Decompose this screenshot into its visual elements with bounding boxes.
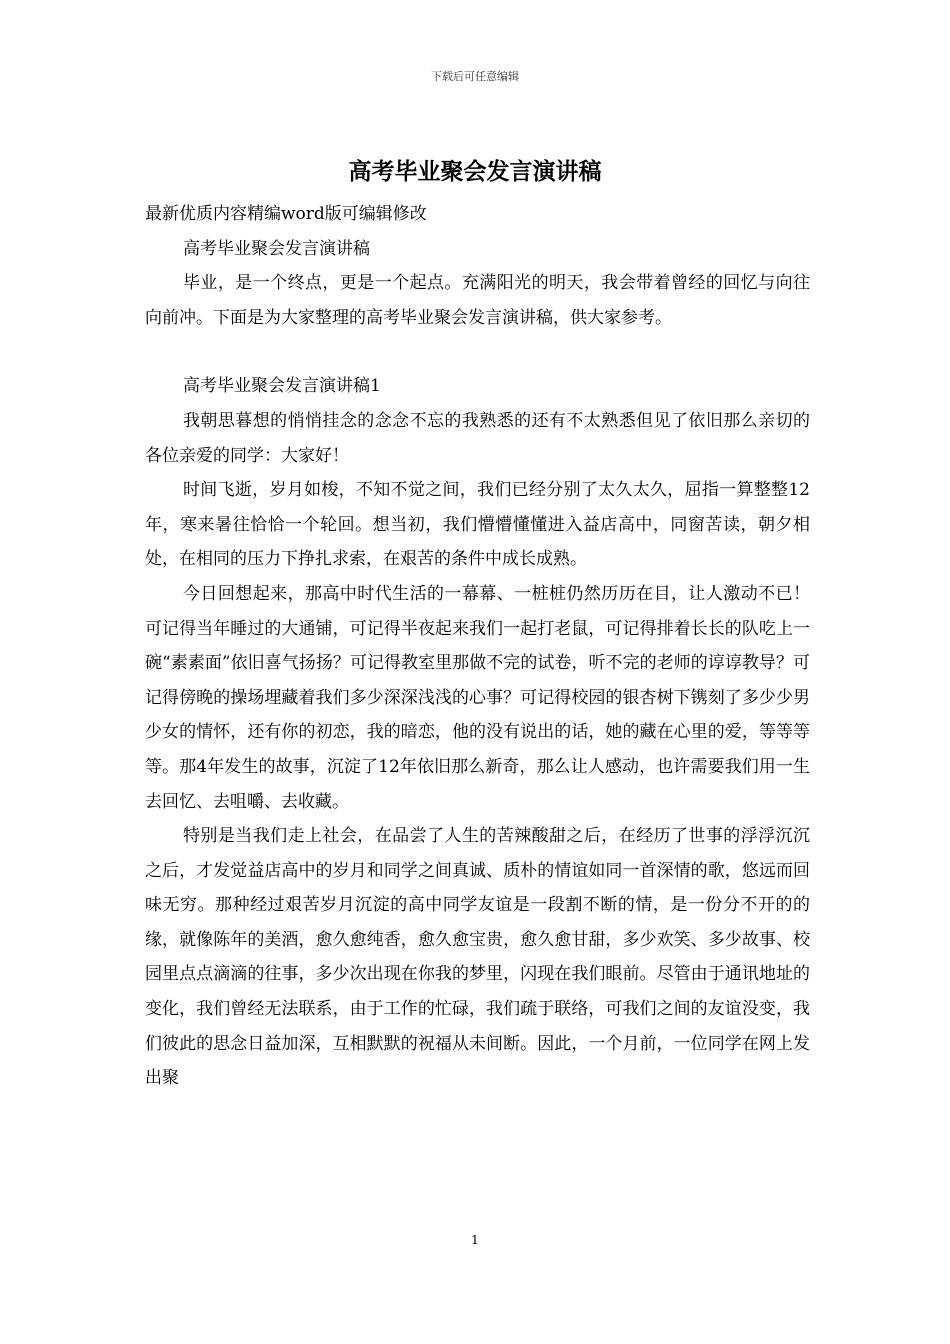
paragraph-intro: 毕业，是一个终点，更是一个起点。充满阳光的明天，我会带着曾经的回忆与向往向前冲。下面是为大家整理的高考毕业聚会发言演讲稿，供大家参考。: [145, 273, 810, 328]
section-heading: 高考毕业聚会发言演讲稿1: [183, 376, 381, 397]
page-number: 1: [471, 1233, 479, 1247]
paragraph-heading: 高考毕业聚会发言演讲稿: [183, 238, 370, 259]
subtitle-line: 最新优质内容精编word版可编辑修改: [145, 204, 427, 224]
document-title: 高考毕业聚会发言演讲稿: [348, 158, 602, 185]
paragraph: 今日回想起来，那高中时代生活的一幕幕、一桩桩仍然历历在目，让人激动不已！可记得当年睡过的大通铺，可记得半夜起来我们一起打老鼠，可记得排着长长的队吃上一碗“素素面”依旧喜气扬扬？可记得教室里那做不完的试卷，听不完的老师的谆谆教导？可记得傍晚的操场埋藏着我们多少深深浅浅的心事？可记得校园的银杏树下镌刻了多少少男少女的情怀，还有你的初恋，我的暗恋，他的没有说出的话，她的藏在心里的爱，等等等等。那4年发生的故事，沉淀了12年依旧那么新奇，那么让人感动，也许需要我们用一生去回忆、去咀嚼、去收藏。: [145, 583, 810, 812]
paragraph: 特别是当我们走上社会，在品尝了人生的苦辣酸甜之后，在经历了世事的浮浮沉沉之后，才发觉益店高中的岁月和同学之间真诚、质朴的情谊如同一首深情的歌，悠远而回味无穷。那种经过艰苦岁月沉淀的高中同学友谊是一段割不断的情，是一份分不开的的缘，就像陈年的美酒，愈久愈纯香，愈久愈宝贵，愈久愈甘甜，多少欢笑、多少故事、校园里点点滴滴的往事，多少次出现在你我的梦里，闪现在我们眼前。尽管由于通讯地址的变化，我们曾经无法联系，由于工作的忙碌，我们疏于联络，可我们之间的友谊没变，我们彼此的思念日益加深，互相默默的祝福从未间断。因此，一个月前，一位同学在网上发出聚: [145, 826, 810, 1089]
paragraph-gap: [145, 335, 810, 369]
paragraph: 时间飞逝，岁月如梭，不知不觉之间，我们已经分别了太久太久，屈指一算整整12年，寒来暑往恰恰一个轮回。想当初，我们懵懵懂懂进入益店高中，同窗苦读，朝夕相处，在相同的压力下挣扎求索，在艰苦的条件中成长成熟。: [145, 480, 810, 570]
paragraph: 我朝思暮想的悄悄挂念的念念不忘的我熟悉的还有不太熟悉但见了依旧那么亲切的各位亲爱的同学：大家好！: [145, 410, 810, 466]
document-body: [145, 197, 810, 1096]
header-note: 下载后可任意编辑: [431, 70, 519, 83]
